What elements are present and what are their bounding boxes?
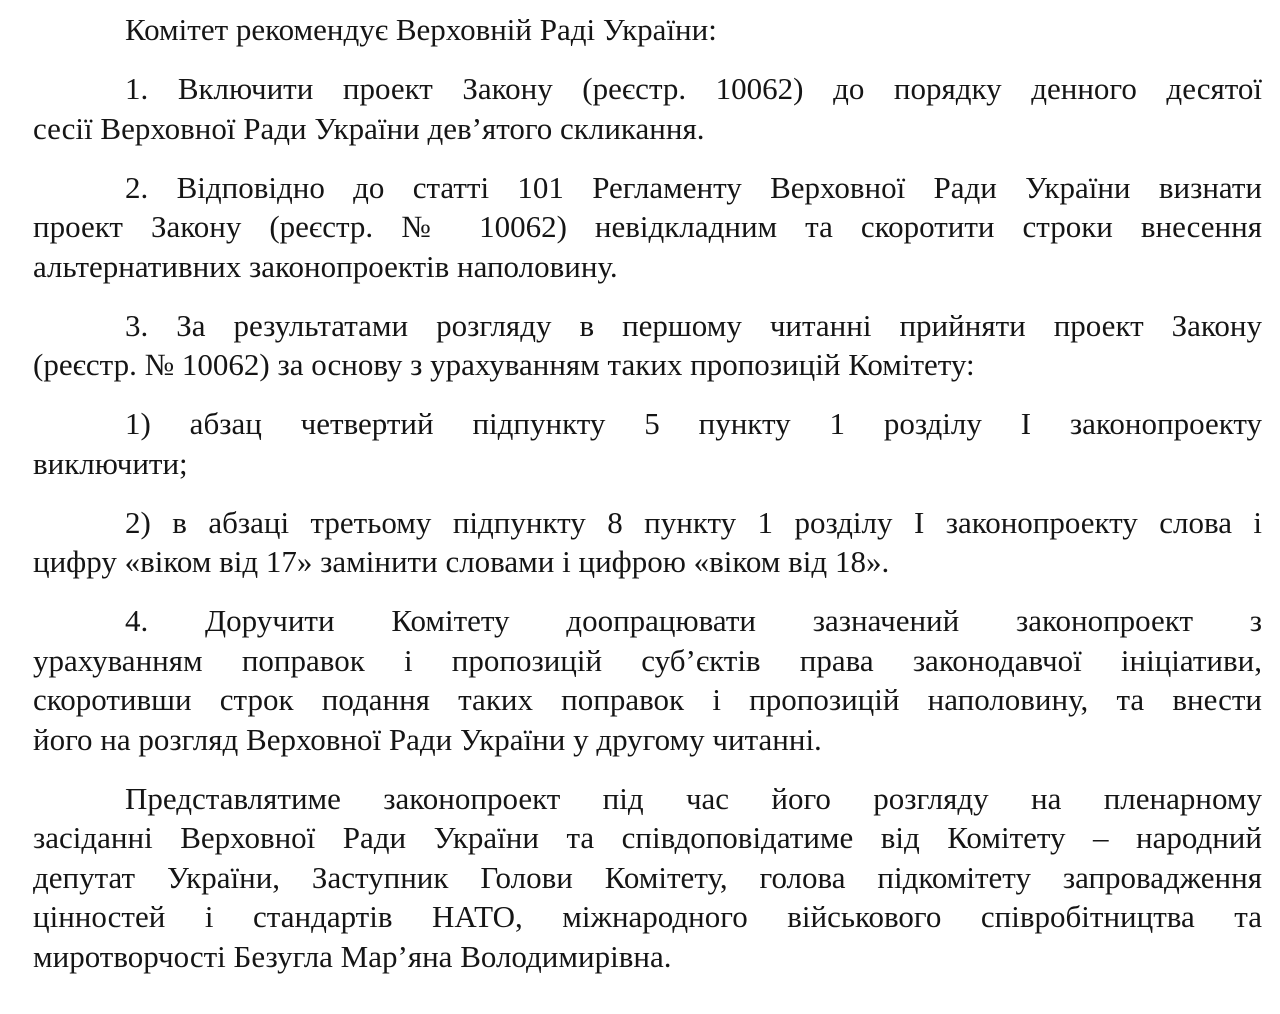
paragraph <box>33 69 1262 148</box>
paragraph <box>33 168 1262 287</box>
text-line: виключити; <box>33 445 188 481</box>
text-line: цифру «віком від 17» замінити словами і цифрою «віком від 18». <box>33 544 890 579</box>
paragraph <box>33 404 1262 483</box>
text-line: урахуванням поправок і пропозицій суб’єктів права законодавчої ініціативи, <box>33 642 1262 678</box>
paragraph <box>33 601 1262 759</box>
text-line: сесії Верховної Ради України дев’ятого скликання. <box>33 110 705 146</box>
paragraph <box>33 779 1262 977</box>
text-line: альтернативних законопроектів наполовину. <box>33 248 618 284</box>
text-line: Комітет рекомендує Верховній Раді України: <box>125 12 717 47</box>
text-line: Представлятиме законопроект під час його розгляду на пленарному <box>125 780 1262 816</box>
paragraph <box>33 503 1262 582</box>
document-body <box>33 10 1262 996</box>
text-line: 2. Відповідно до статті 101 Регламенту Верховної Ради України визнати <box>125 169 1262 205</box>
text-line: його на розгляд Верховної Ради України у другому читанні. <box>33 721 822 757</box>
text-line: 1) абзац четвертий підпункту 5 пункту 1 розділу І законопроекту <box>125 406 1262 441</box>
text-line: миротворчості Безугла Мар’яна Володимирівна. <box>33 938 672 974</box>
paragraph <box>33 10 1262 50</box>
text-line: депутат України, Заступник Голови Комітету, голова підкомітету запровадження <box>33 859 1262 895</box>
text-line: проект Закону (реєстр. № 10062) невідкладним та скоротити строки внесення <box>33 209 1262 244</box>
paragraph <box>33 306 1262 385</box>
text-line: 1. Включити проект Закону (реєстр. 10062) до порядку денного десятої <box>125 71 1262 106</box>
text-line: цінностей і стандартів НАТО, міжнародного військового співробітництва та <box>33 899 1262 934</box>
text-line: 3. За результатами розгляду в першому читанні прийняти проект Закону <box>125 307 1262 343</box>
text-line: 4. Доручити Комітету доопрацювати зазначений законопроект з <box>125 603 1262 638</box>
text-line: (реєстр. № 10062) за основу з урахуванням таких пропозицій Комітету: <box>33 347 975 382</box>
text-line: засіданні Верховної Ради України та співдоповідатиме від Комітету – народний <box>33 820 1262 855</box>
text-line: 2) в абзаці третьому підпункту 8 пункту 1 розділу І законопроекту слова і <box>125 504 1262 540</box>
text-line: скоротивши строк подання таких поправок і пропозицій наполовину, та внести <box>33 682 1262 717</box>
